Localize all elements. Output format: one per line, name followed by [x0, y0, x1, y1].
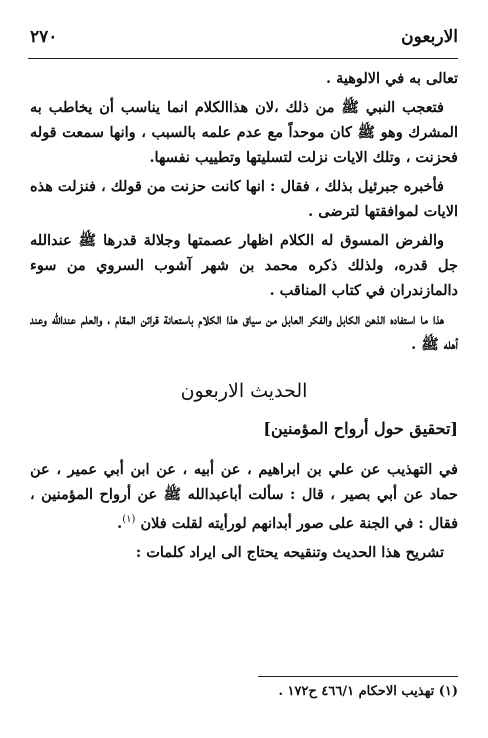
running-title: الاربعون	[401, 27, 458, 47]
footnote: (١) تهذيب الاحكام ٤٦٦/١ ح١٧٢ .	[278, 684, 458, 699]
footnote-divider	[258, 676, 458, 677]
paragraph-2: فتعجب النبي ﷺ من ذلك ،لان هذاالكلام انما يناسب أن يخاطب به المشرك وهو ﷺ كان موحداً مع عدم علمه بالسبب ، وانها سمعت قوله فحزنت ، وتلك الايات نزلت لتسليتها وتطييب نفسها.	[30, 99, 458, 166]
main-text	[30, 66, 458, 569]
paragraph-5: هذا ما استفاده الذهن الكابل والفكر العابل من سياق هذا الكلام باستعانة قرائن المقام ، والعلم عندالله وعند أهله ﷺ .	[30, 311, 458, 353]
page-number: ٢٧٠	[30, 27, 58, 47]
paragraph-3: فأخبره جبرئيل بذلك ، فقال : انها كانت حزنت من قولك ، فنزلت هذه الايات لموافقتها لترضى .	[30, 178, 458, 220]
paragraph-6-end: .	[117, 514, 123, 532]
paragraph-6	[30, 457, 458, 536]
hadith-heading: الحديث الاربعون	[180, 380, 308, 402]
paragraph-6-text: في التهذيب عن علي بن ابراهيم ، عن أبيه ، عن ابن أبي عمير ، عن حماد عن أبي بصير ، قال : سألت أباعبدالله ﷺ عن أرواح المؤمنين ، فقال : في الجنة على صور أبدانهم لورأيته لقلت فلان	[30, 461, 458, 532]
header-divider	[28, 58, 458, 59]
paragraph-1: تعالى به في الالوهية .	[325, 70, 458, 87]
paragraph-4: والفرض المسوق له الكلام اظهار عصمتها وجلالة قدرها ﷺ عندالله جل قدره، ولذلك ذكره محمد بن شهر آشوب السروي من سوء دالمازندران في كتاب المناقب .	[30, 232, 458, 299]
paragraph-7: تشريح هذا الحديث وتنقيحه يحتاج الى ايراد كلمات :	[135, 543, 444, 561]
page-header	[30, 24, 458, 50]
footnote-reference: (١)	[122, 514, 136, 525]
section-heading: [تحقيق حول أرواح المؤمنين]	[263, 419, 458, 438]
